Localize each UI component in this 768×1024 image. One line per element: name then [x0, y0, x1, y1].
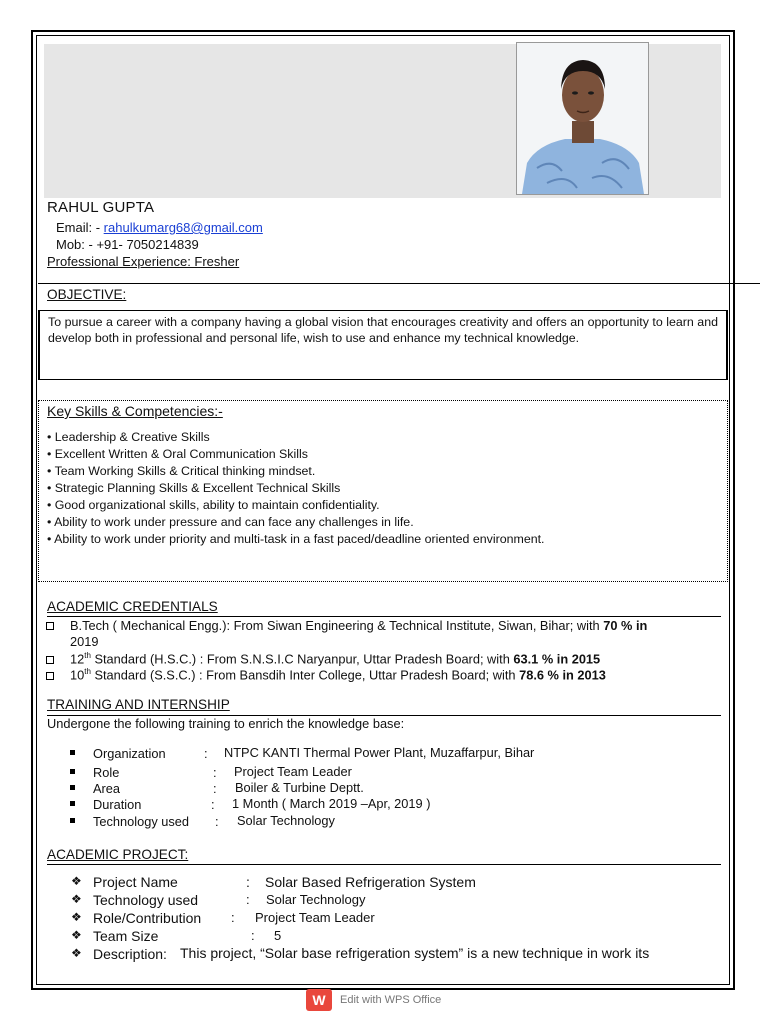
header-divider [38, 283, 760, 284]
email-line [56, 220, 263, 235]
training-sep: : [211, 797, 215, 812]
project-sep: : [231, 910, 235, 925]
checkbox-bullet-icon [46, 622, 54, 630]
academic-title: ACADEMIC CREDENTIALS [47, 599, 218, 614]
wps-edit-label: Edit with WPS Office [340, 994, 442, 1006]
btech-name: B.Tech ( Mechanical Engg.): [70, 618, 231, 633]
objective-text: To pursue a career with a company having a global vision that encourages creativity and offers an opportunity to learn and develop both in professional and personal life, wish to use and enhance my technical knowledge. [48, 315, 718, 345]
email-label: Email: - [56, 220, 104, 235]
twelfth-score: 63.1 % in 2015 [513, 651, 601, 667]
project-sep: : [246, 892, 250, 907]
skill-item: • Good organizational skills, ability to maintain confidentiality. [47, 498, 380, 512]
objective-box [38, 310, 728, 380]
candidate-name: RAHUL GUPTA [47, 199, 155, 216]
training-label: Organization [93, 746, 166, 761]
project-value: 5 [274, 928, 282, 943]
square-bullet-icon [70, 750, 75, 755]
twelfth-name: Standard (H.S.C.) [90, 651, 197, 667]
btech-score: 70 % in [603, 618, 648, 633]
skill-item: • Strategic Planning Skills & Excellent Technical Skills [47, 481, 341, 495]
diamond-bullet-icon: ❖ [71, 928, 82, 942]
tenth-detail: : From Bansdih Inter College, Uttar Pradesh Board; with [195, 667, 520, 683]
mobile-line: Mob: - +91- 7050214839 [56, 237, 199, 252]
twelfth-detail: : From S.N.S.I.C Naryanpur, Uttar Pradesh Board; with [196, 651, 514, 667]
skills-box [38, 400, 728, 582]
project-label: Technology used [93, 892, 199, 908]
diamond-bullet-icon: ❖ [71, 910, 82, 924]
checkbox-bullet-icon [46, 656, 54, 664]
training-title: TRAINING AND INTERNSHIP [47, 697, 230, 712]
project-label: Team Size [93, 928, 159, 944]
training-label: Duration [93, 797, 142, 812]
skill-item: • Excellent Written & Oral Communication Skills [47, 447, 308, 461]
project-value: Solar Based Refrigeration System [265, 874, 476, 890]
training-sep: : [215, 814, 219, 829]
checkbox-bullet-icon [46, 672, 54, 680]
project-value: Project Team Leader [255, 910, 375, 925]
academic-divider [47, 616, 721, 617]
project-value: This project, “Solar base refrigeration system” is a new technique in work its [180, 945, 650, 961]
project-label: Project Name [93, 874, 178, 890]
wps-edit-button[interactable] [306, 989, 441, 1011]
square-bullet-icon [70, 818, 75, 823]
email-link[interactable]: rahulkumarg68@gmail.com [103, 220, 263, 235]
btech-line [70, 618, 647, 633]
training-value: Solar Technology [237, 813, 335, 828]
square-bullet-icon [70, 801, 75, 806]
tenth-name: Standard (S.S.C.) [90, 667, 196, 683]
skill-item: • Team Working Skills & Critical thinking mindset. [47, 464, 316, 478]
tenth-line: 10th Standard (S.S.C.) : From Bansdih Inter College, Uttar Pradesh Board; with 78.6 % in 2013 [70, 667, 606, 683]
diamond-bullet-icon: ❖ [71, 892, 82, 906]
square-bullet-icon [70, 769, 75, 774]
skills-title: Key Skills & Competencies:- [47, 403, 223, 419]
training-value: 1 Month ( March 2019 –Apr, 2019 ) [232, 796, 431, 811]
skill-item: • Ability to work under priority and multi-task in a fast paced/deadline oriented environment. [47, 532, 545, 546]
btech-detail: From Siwan Engineering & Technical Institute, Siwan, Bihar; with [230, 618, 604, 633]
training-label: Technology used [93, 814, 190, 829]
experience-line: Professional Experience: Fresher [47, 254, 240, 269]
square-bullet-icon [70, 785, 75, 790]
project-sep: : [251, 928, 255, 943]
skill-item: • Ability to work under pressure and can face any challenges in life. [47, 515, 414, 529]
wps-logo-icon: W [306, 989, 332, 1011]
project-sep: : [246, 874, 250, 890]
project-value: Solar Technology [266, 892, 366, 907]
project-label: Role/Contribution [93, 910, 202, 926]
diamond-bullet-icon: ❖ [71, 946, 82, 960]
project-divider [47, 864, 721, 865]
diamond-bullet-icon: ❖ [71, 874, 82, 888]
training-label: Role [93, 765, 120, 780]
project-title: ACADEMIC PROJECT: [47, 847, 189, 862]
training-label: Area [93, 781, 121, 796]
skill-item: • Leadership & Creative Skills [47, 430, 210, 444]
objective-title: OBJECTIVE: [47, 287, 127, 302]
training-intro: Undergone the following training to enrich the knowledge base: [47, 716, 405, 731]
training-sep: : [213, 765, 217, 780]
training-sep: : [204, 746, 208, 761]
training-sep: : [213, 781, 217, 796]
tenth-score: 78.6 % in 2013 [519, 667, 606, 683]
training-value: Boiler & Turbine Deptt. [235, 780, 364, 795]
twelfth-line: 12th Standard (H.S.C.) : From S.N.S.I.C Naryanpur, Uttar Pradesh Board; with 63.1 % in 2015 [70, 651, 601, 667]
project-label: Description: [93, 946, 167, 962]
btech-year: 2019 [70, 634, 99, 649]
training-value: NTPC KANTI Thermal Power Plant, Muzaffarpur, Bihar [224, 745, 535, 760]
training-value: Project Team Leader [234, 764, 352, 779]
profile-photo [516, 42, 649, 195]
